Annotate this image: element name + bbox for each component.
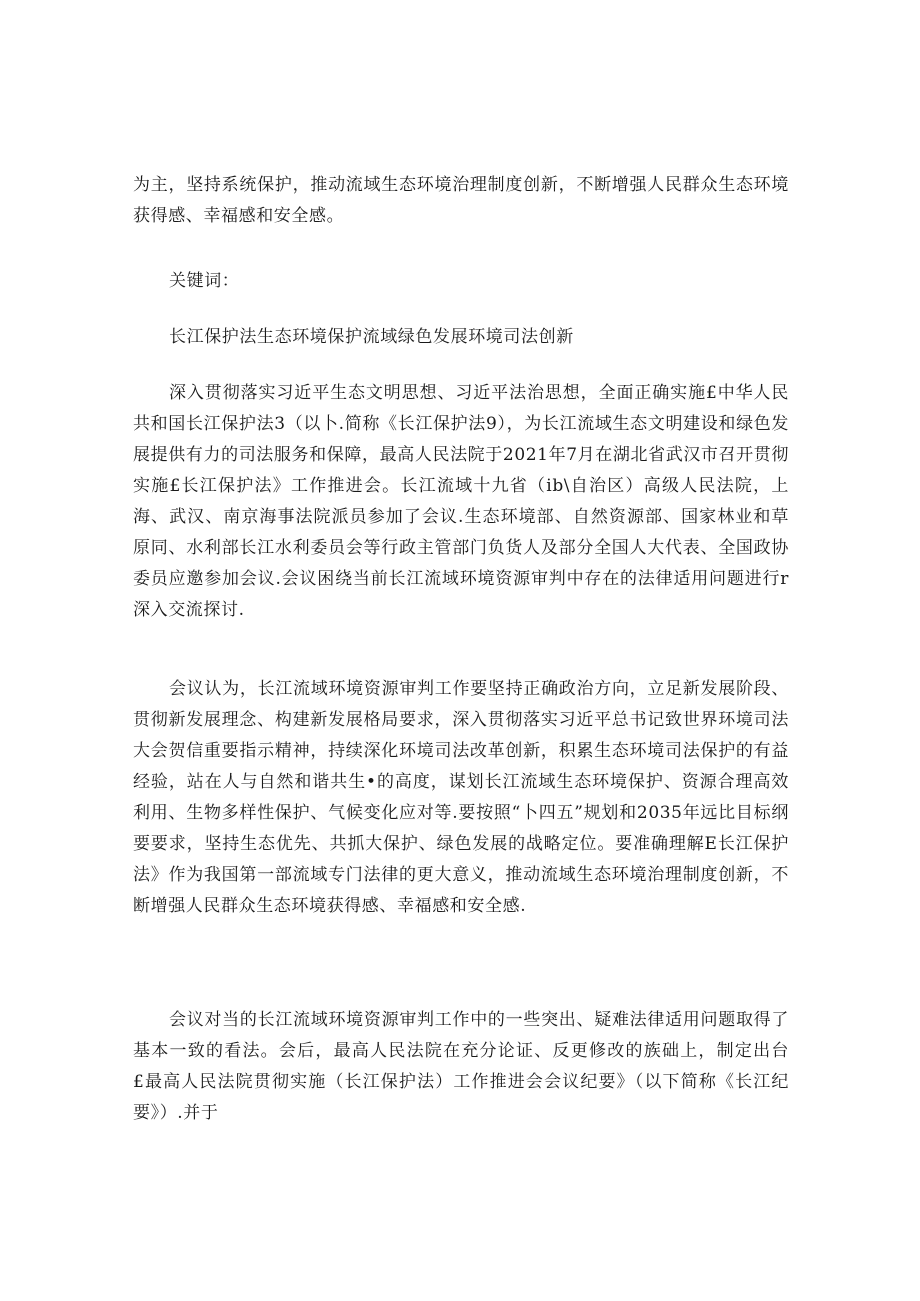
paragraph-meeting-opinion: 会议认为，长江流域环境资源审判工作要坚持正确政治方向，立足新发展阶段、贯彻新发展理念、构建新发展格局要求，深入贯彻落实习近平总书记致世界环境司法大会贺信重要指示精神，持续深化环境司法改革创新，积累生态环境司法保护的有益经验，站在人与自然和谐共生•的高度，谋划长江流域生态环境保护、资源合理高效利用、生物多样性保护、气候变化应对等.要按照“卜四五”规划和2035年远比目标纲要要求，坚持生态优先、共抓大保护、绿色发展的战略定位。要准确理解E长江保护法》作为我国第一部流域专门法律的更大意义，推动流域生态环境治理制度创新，不断增强人民群众生态环境获得感、幸福感和安全感. xyxy=(133,679,789,916)
keywords-list: 长江保护法生态环境保护流域绿色发展环境司法创新 xyxy=(169,327,574,347)
paragraph-meeting-outcome: 会议对当的长江流域环境资源审判工作中的一些突出、疑难法律适用问题取得了基本一致的看法。会后，最高人民法院在充分论证、反更修改的族础上，制定出台£最高人民法院贯彻实施（长江保护法）工作推进会会议纪要》（以下简称《长江纪要》）.并于 xyxy=(133,1010,789,1123)
keywords-label: 关键词： xyxy=(169,271,240,291)
paragraph-continuation: 为主，坚持系统保护，推动流域生态环境治理制度创新，不断增强人民群众生态环境获得感、幸福感和安全感。 xyxy=(133,175,789,226)
paragraph-meeting-intro: 深入贯彻落实习近平生态文明思想、习近平法治思想，全面正确实施£中华人民共和国长江保护法3（以卜.简称《长江保护法9），为长江流域生态文明建设和绿色发展提供有力的司法服务和保障，最高人民法院于2021年7月在湖北省武汉市召开贯彻实施£长江保护法》工作推进会。长江流域十九省（ib\自治区）高级人民法院，上海、武汉、南京海事法院派员参加了会议.生态环境部、自然资源部、国家林业和草原同、水利部长江水利委员会等行政主管部门负货人及部分全国人大代表、全国政协委员应邀参加会议.会议困绕当前长江流域环境资源审判中存在的法律适用问题进行r深入交流探讨. xyxy=(133,383,789,620)
